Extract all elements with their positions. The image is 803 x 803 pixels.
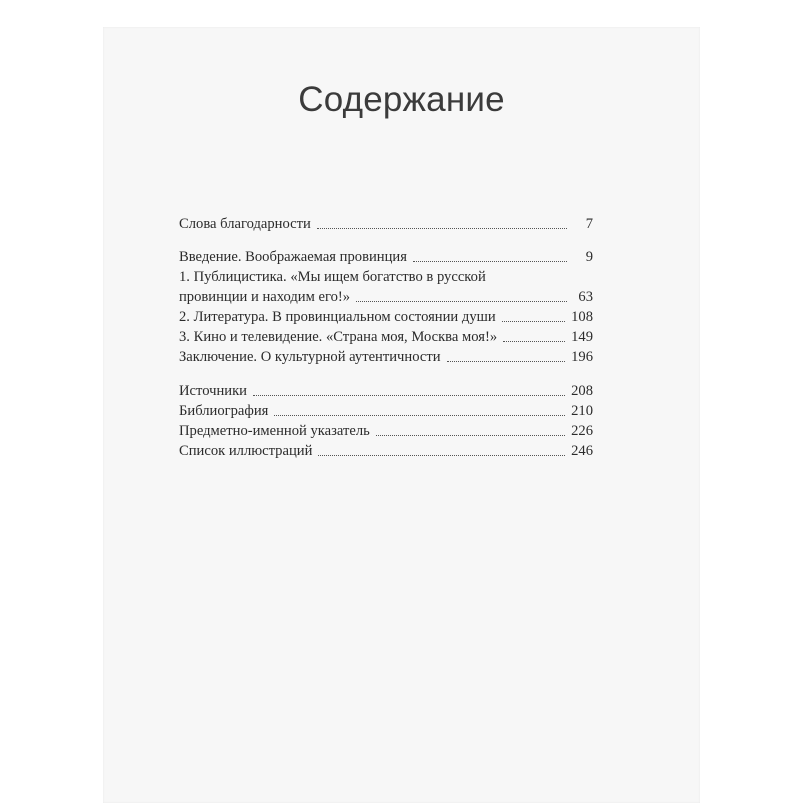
- toc-leader-dots: [318, 454, 565, 456]
- toc-entry-sources: [179, 381, 593, 401]
- toc-entry-label: Слова благодарности: [179, 216, 311, 232]
- toc-leader-dots: [274, 414, 565, 416]
- toc-entry-chapter-3: [179, 327, 593, 347]
- toc-entry-label: Источники: [179, 383, 247, 399]
- toc-leader-dots: [503, 340, 565, 342]
- toc-entry-label: Библиография: [179, 403, 269, 419]
- toc-page-number: 9: [585, 249, 593, 265]
- toc-page-number: 108: [571, 309, 593, 325]
- toc-entry-label-line1: 1. Публицистика. «Мы ищем богатство в русской: [179, 269, 486, 285]
- toc-page-number: 196: [571, 349, 593, 365]
- toc-entry-index: [179, 421, 593, 441]
- toc-page-number: 208: [571, 383, 593, 399]
- toc-entry-conclusion: [179, 347, 593, 367]
- toc-entry-acknowledgements: [179, 214, 593, 234]
- toc-leader-dots: [317, 227, 567, 229]
- toc-leader-dots: [253, 394, 565, 396]
- page-title: Содержание: [298, 80, 505, 119]
- toc-entry-chapter-2: [179, 307, 593, 327]
- toc-page-number: 226: [571, 423, 593, 439]
- toc-page-number: 246: [571, 443, 593, 459]
- toc-leader-dots: [502, 320, 565, 322]
- toc-entry-chapter-1: [179, 267, 593, 307]
- table-of-contents: [179, 214, 593, 461]
- toc-entry-label-line2: провинции и находим его!»: [179, 289, 351, 305]
- toc-leader-dots: [376, 434, 565, 436]
- toc-spacer: [179, 367, 593, 381]
- toc-entry-label: 3. Кино и телевидение. «Страна моя, Москва моя!»: [179, 329, 498, 345]
- toc-leader-dots: [413, 260, 567, 262]
- toc-page-number: 149: [571, 329, 593, 345]
- toc-leader-dots: [447, 360, 566, 362]
- toc-page-number: 7: [585, 216, 593, 232]
- toc-entry-bibliography: [179, 401, 593, 421]
- toc-entry-introduction: [179, 247, 593, 267]
- toc-page-number: 210: [571, 403, 593, 419]
- toc-page-number: 63: [578, 289, 593, 305]
- toc-entry-label: Введение. Воображаемая провинция: [179, 249, 407, 265]
- toc-entry-label: Список иллюстраций: [179, 443, 313, 459]
- toc-entry-label: 2. Литература. В провинциальном состоянии души: [179, 309, 496, 325]
- toc-entry-illustrations: [179, 441, 593, 461]
- toc-entry-label: Предметно-именной указатель: [179, 423, 370, 439]
- toc-entry-label: Заключение. О культурной аутентичности: [179, 349, 441, 365]
- toc-leader-dots: [356, 300, 567, 302]
